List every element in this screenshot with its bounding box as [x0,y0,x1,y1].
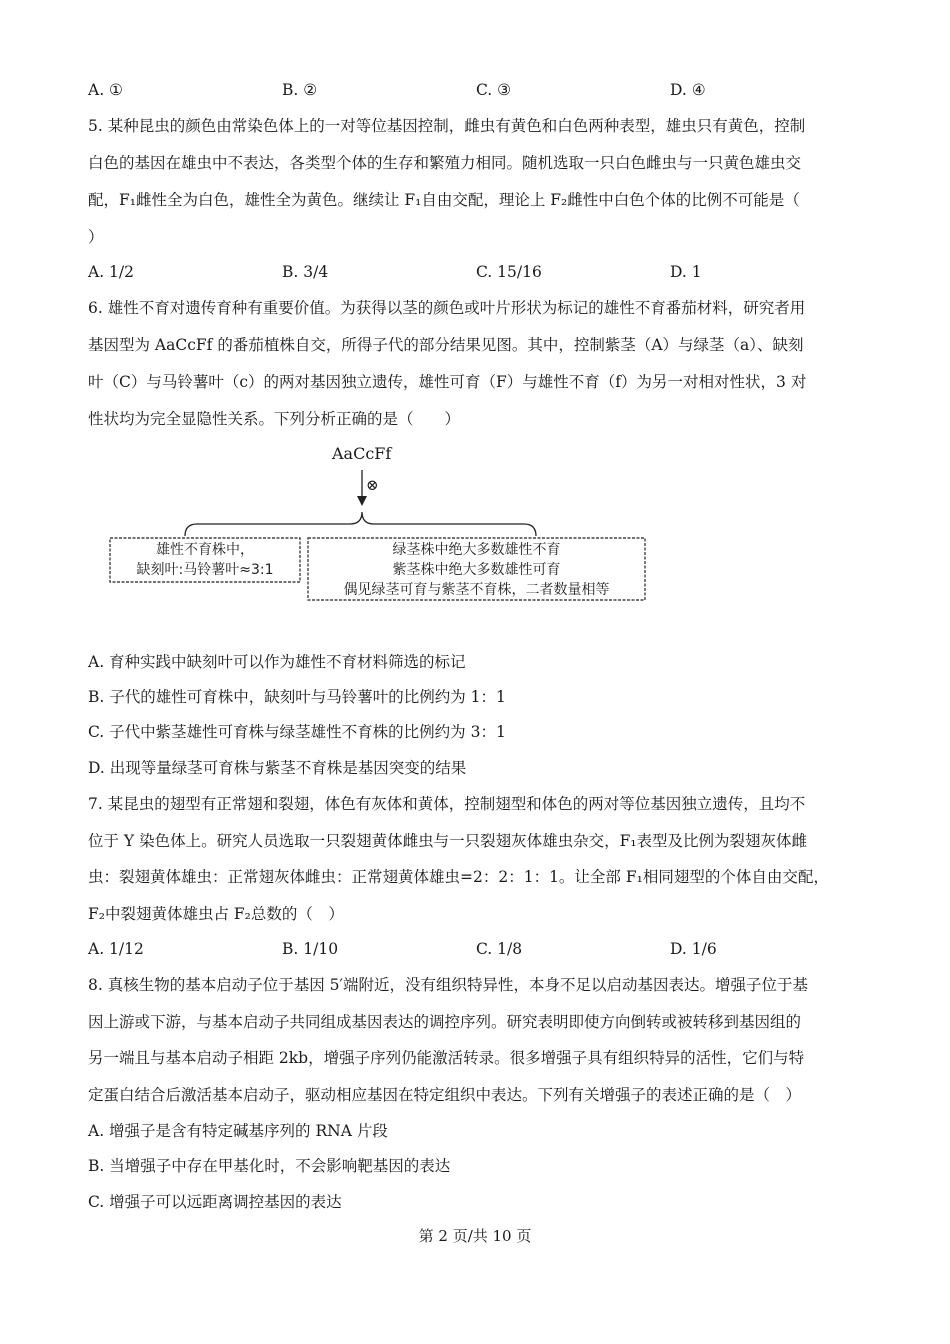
q7-option-b: B. 1/10 [282,940,339,958]
q5-option-d: D. 1 [670,263,702,281]
q4-options [88,80,868,100]
q7-option-c: C. 1/8 [476,940,523,958]
q5-stem-line: ） [88,228,104,246]
q7-stem-line: 虫：裂翅黄体雄虫：正常翅灰体雌虫：正常翅黄体雄虫=2：2：1：1。让全部 F₁相同翅型的个体自由交配， [88,868,829,886]
q7-options [88,939,868,959]
left-box-line: 缺刻叶:马铃薯叶≈3:1 [136,562,274,578]
right-box-line: 绿茎株中绝大多数雄性不育 [392,542,561,558]
q8-option-b: B. 当增强子中存在甲基化时，不会影响靶基因的表达 [88,1157,451,1175]
figure-genotype: AaCcFf [332,444,392,463]
q4-option-b: B. ② [282,81,318,99]
q7-stem-line: F₂中裂翅黄体雄虫占 F₂总数的（ ） [88,905,344,923]
arrow-head [357,496,367,506]
left-box-line: 雄性不育株中， [156,542,254,558]
right-box-line: 紫茎株中绝大多数雄性可育 [392,562,561,578]
q6-stem-line: 基因型为 AaCcFf 的番茄植株自交，所得子代的部分结果见图。其中，控制紫茎（A）与绿茎（a）、缺刻 [88,336,804,354]
q5-stem-line: 白色的基因在雄虫中不表达，各类型个体的生存和繁殖力相同。随机选取一只白色雌虫与一只黄色雄虫交 [88,154,802,172]
q5-options [88,262,868,282]
self-cross-symbol: ⊗ [366,476,379,494]
page-footer: 第 2 页/共 10 页 [418,1227,532,1245]
q8-option-c: C. 增强子可以远距离调控基因的表达 [88,1193,342,1211]
right-box-line: 偶见绿茎可育与紫茎不育株，二者数量相等 [343,582,610,598]
q8-stem-line: 8. 真核生物的基本启动子位于基因 5′端附近，没有组织特异性，本身不足以启动基因表达。增强子位于基 [88,976,809,994]
q6-option-c: C. 子代中紫茎雄性可育株与绿茎雄性不育株的比例约为 3：1 [88,723,506,741]
q7-stem-line: 位于 Y 染色体上。研究人员选取一只裂翅黄体雌虫与一只裂翅灰体雄虫杂交，F₁表型及比例为裂翅灰体雌 [88,832,808,850]
q8-stem-line: 另一端且与基本启动子相距 2kb，增强子序列仍能激活转录。很多增强子具有组织特异的活性，它们与特 [88,1049,805,1067]
q5-option-c: C. 15/16 [476,263,542,281]
q5-stem-line: 5. 某种昆虫的颜色由常染色体上的一对等位基因控制，雌虫有黄色和白色两种表型，雄虫只有黄色，控制 [88,117,806,135]
left-box-text [110,540,300,580]
q6-option-b: B. 子代的雄性可育株中，缺刻叶与马铃薯叶的比例约为 1：1 [88,688,506,706]
q6-figure [100,440,660,610]
q7-option-d: D. 1/6 [670,940,717,958]
q8-stem-line: 定蛋白结合后激活基本启动子，驱动相应基因在特定组织中表达。下列有关增强子的表述正确的是（ ） [88,1086,802,1104]
q6-stem-line: 6. 雄性不育对遗传育种有重要价值。为获得以茎的颜色或叶片形状为标记的雄性不育番茄材料，研究者用 [88,299,806,317]
q5-stem-line: 配，F₁雌性全为白色，雄性全为黄色。继续让 F₁自由交配，理论上 F₂雌性中白色个体的比例不可能是（ [88,191,800,209]
q7-stem-line: 7. 某昆虫的翅型有正常翅和裂翅，体色有灰体和黄体，控制翅型和体色的两对等位基因独立遗传，且均不 [88,795,806,813]
q6-stem-line: 叶（C）与马铃薯叶（c）的两对基因独立遗传，雄性可育（F）与雄性不育（f）为另一对相对性状，3 对 [88,373,807,391]
curly-brace [185,512,536,536]
q4-option-d: D. ④ [670,81,706,99]
right-box-text [308,540,645,600]
q6-option-d: D. 出现等量绿茎可育株与紫茎不育株是基因突变的结果 [88,759,467,777]
q6-option-a: A. 育种实践中缺刻叶可以作为雄性不育材料筛选的标记 [88,653,466,671]
q8-stem-line: 因上游或下游，与基本启动子共同组成基因表达的调控序列。研究表明即使方向倒转或被转移到基因组的 [88,1013,802,1031]
q5-option-b: B. 3/4 [282,263,329,281]
q7-option-a: A. 1/12 [88,940,144,958]
q4-option-c: C. ③ [476,81,512,99]
q8-option-a: A. 增强子是含有特定碱基序列的 RNA 片段 [88,1122,388,1140]
q5-option-a: A. 1/2 [88,263,134,281]
q6-stem-line: 性状均为完全显隐性关系。下列分析正确的是（ ） [88,410,461,428]
q4-option-a: A. ① [88,81,123,99]
